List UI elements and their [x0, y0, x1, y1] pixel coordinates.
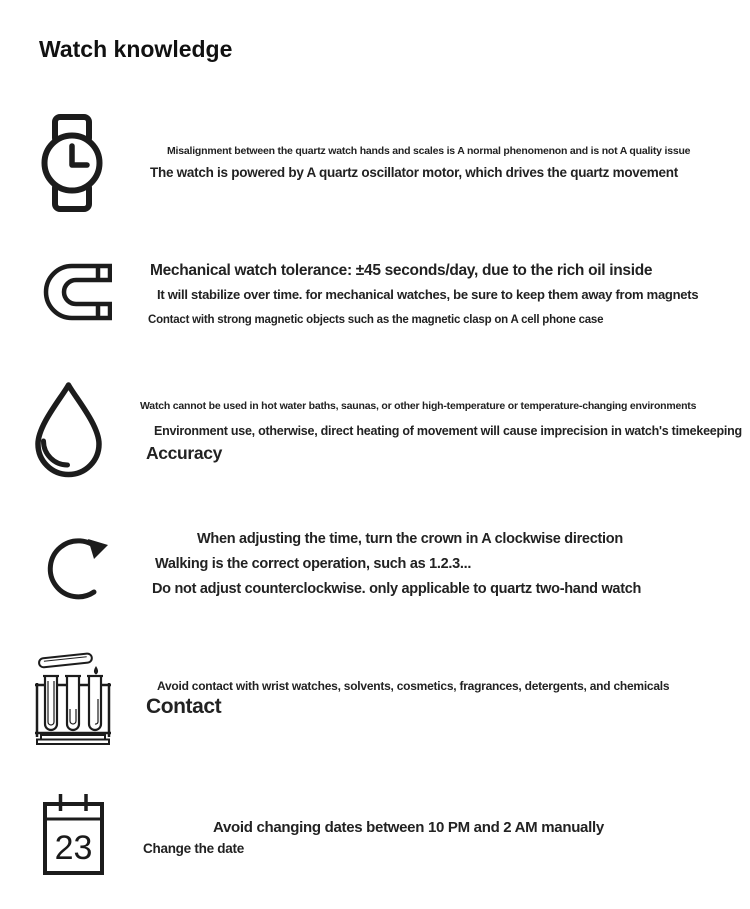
accuracy-heading: Accuracy: [146, 443, 223, 463]
test-tubes-icon: [33, 645, 113, 746]
contact-note-line: Avoid contact with wrist watches, solvents, cosmetics, fragrances, detergents, and chemicals: [157, 679, 670, 693]
accuracy-sub-line: Environment use, otherwise, direct heating of movement will cause imprecision in watch's timekeeping: [154, 424, 742, 438]
tolerance-main-line: Mechanical watch tolerance: ±45 seconds/day, due to the rich oil inside: [150, 262, 653, 279]
crown-line-3: Do not adjust counterclockwise. only applicable to quartz two-hand watch: [152, 581, 642, 597]
quartz-note-line: Misalignment between the quartz watch hands and scales is A normal phenomenon and is not A quality issue: [167, 145, 691, 157]
magnet-icon: [42, 262, 112, 324]
crown-line-1: When adjusting the time, turn the crown in A clockwise direction: [197, 531, 623, 547]
crown-line-2: Walking is the correct operation, such as 1.2.3...: [155, 556, 472, 572]
clockwise-arrow-icon: [42, 523, 114, 609]
tolerance-note-line: Contact with strong magnetic objects such as the magnetic clasp on A cell phone case: [148, 314, 604, 326]
calendar-icon: [41, 791, 106, 878]
contact-heading: Contact: [146, 695, 222, 718]
accuracy-note-line: Watch cannot be used in hot water baths, saunas, or other high-temperature or temperature-changing environments: [140, 400, 697, 412]
quartz-main-line: The watch is powered by A quartz oscillator motor, which drives the quartz movement: [150, 165, 678, 180]
calendar-day-number: 23: [54, 829, 93, 867]
wrist-watch-icon: [38, 114, 106, 212]
water-drop-icon: [30, 381, 107, 479]
date-main-line: Avoid changing dates between 10 PM and 2 AM manually: [213, 819, 604, 836]
tolerance-sub-line: It will stabilize over time. for mechanical watches, be sure to keep them away from magnets: [157, 287, 699, 302]
page-title: Watch knowledge: [39, 36, 233, 62]
date-heading: Change the date: [143, 841, 244, 856]
